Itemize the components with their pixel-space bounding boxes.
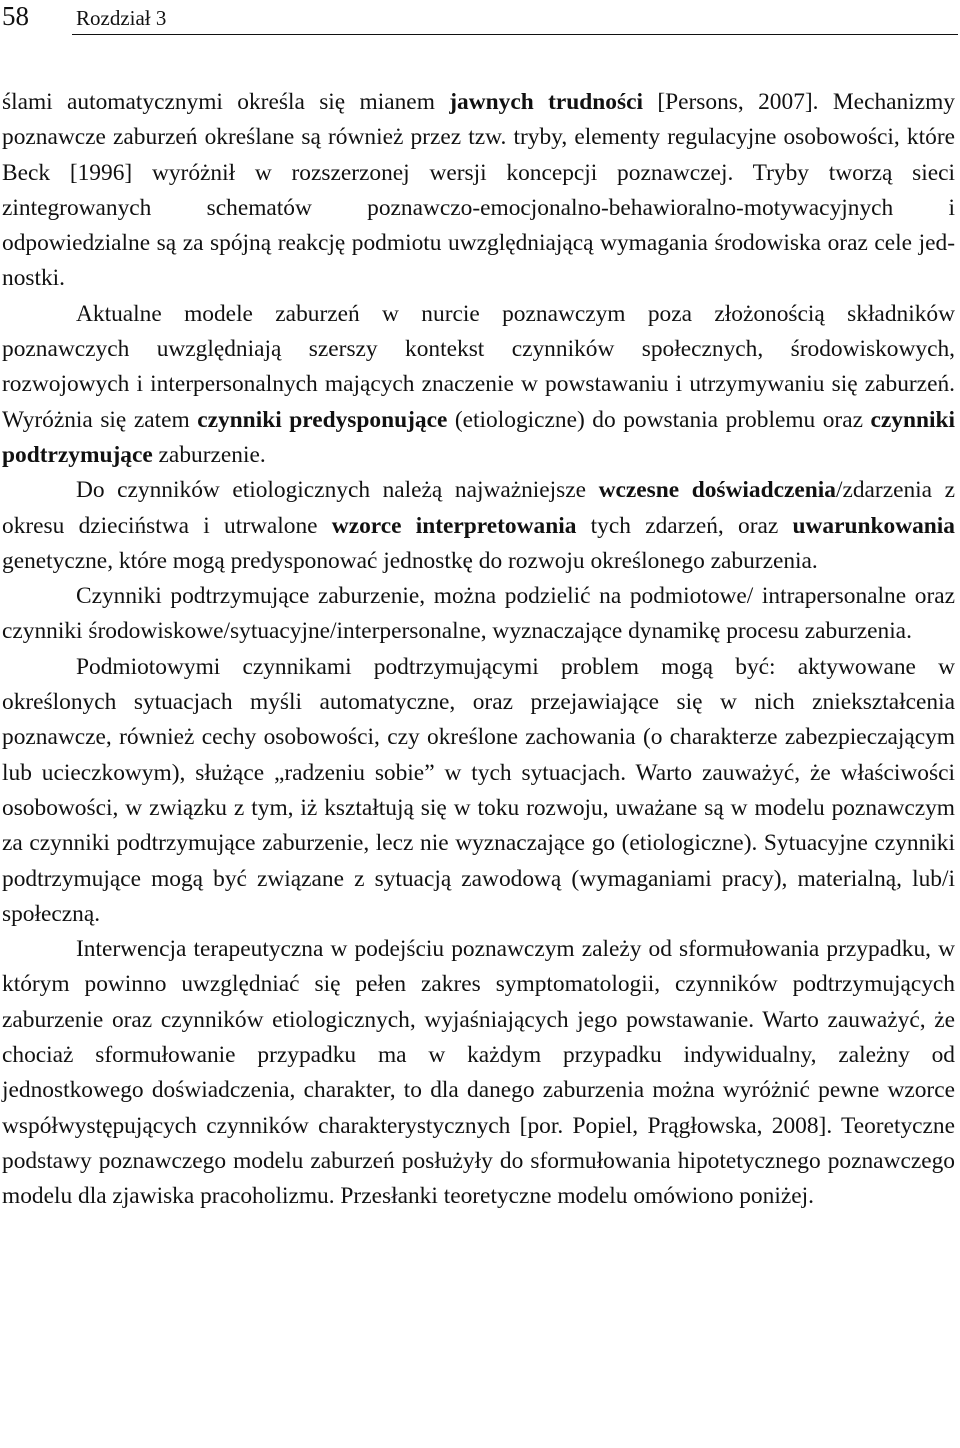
bold-term: czynniki podtrzymujące <box>2 406 955 468</box>
paragraph <box>2 932 955 1214</box>
header-rule <box>72 34 958 35</box>
page-number: 58 <box>2 1 29 31</box>
bold-term: wczesne doświadczenia <box>598 477 836 504</box>
text-run: /zdarzenia z okresu dzieciństwa i utrwalone <box>2 477 955 539</box>
text-run: Do czynników etiologicznych należą najważniejsze <box>76 477 599 504</box>
bold-term: uwarunkowania <box>792 512 956 539</box>
text-run: (etiologiczne) do powstania problemu oraz <box>447 406 871 433</box>
text-run: Czynniki podtrzymujące zaburzenie, można podzielić na podmiotowe/ intrapersonalne oraz czynniki środowiskowe/sytuacyjne/interpersonalne, wyznaczające dynamikę procesu zaburzenia. <box>2 583 955 645</box>
text-run: Aktualne modele zaburzeń w nurcie poznawczym poza złożonością składników poznawczych uwzględniają szerszy kontekst czynników społecznych, środowiskowych, rozwojowych i interpersonalnych mających znaczenie w powstawaniu i utrzymywaniu się zaburzeń. Wyróżnia się zatem <box>2 300 955 433</box>
bold-term: wzorce interpretowania <box>331 512 577 539</box>
text-run: genetyczne, które mogą predysponować jednostkę do rozwoju określonego zaburzenia. <box>2 547 818 574</box>
bold-term: czynniki predysponujące <box>197 406 448 433</box>
running-header <box>0 0 960 40</box>
paragraph <box>2 473 955 579</box>
paragraph <box>2 650 955 932</box>
text-run: Podmiotowymi czynnikami podtrzymującymi problem mogą być: aktywowane w określonych sytuacjach myśli automatyczne, oraz przejawiające się w nich zniekształcenia poznawcze, również cechy osobowości, czy określone zachowania (o charakterze zabezpieczającym lub ucieczkowym), służące „radzeniu sobie” w tych sytuacjach. Warto zauważyć, że właściwości osobowości, w związku z tym, iż kształtują się w toku rozwoju, uważane są w modelu poznawczym za czynniki podtrzymujące zaburzenie, lecz nie wyznaczające go (etiologiczne). Sytuacyjne czynniki podtrzymujące mogą być związane z sytuacją zawodową (wymaganiami pracy), materialną, lub/i społeczną. <box>2 653 955 927</box>
chapter-title: Rozdział 3 <box>76 6 167 30</box>
paragraph <box>2 85 955 297</box>
text-run: Interwencja terapeutyczna w podejściu poznawczym zależy od sformułowania przypadku, w którym powinno uwzględniać się pełen zakres symptomatologii, czynników podtrzymujących zaburzenie oraz czynników etiologicznych, wyjaśniających jego powstawanie. Warto zauważyć, że chociaż sformułowanie przypadku ma w każdym przypadku indywidualny, zależny od jednostkowego doświadczenia, charakter, to dla danego zaburzenia można wyróżnić pewne wzorce współwystępujących czynników charakterystycznych [por. Popiel, Prągłowska, 2008]. Teoretyczne podstawy poznawczego modelu zaburzeń posłużyły do sformułowania hipotetycznego poznawczego modelu dla zjawiska pracoholizmu. Przesłanki teoretyczne modelu omówiono poniżej. <box>2 936 955 1210</box>
body-text <box>2 85 955 1215</box>
bold-term: jawnych trudności <box>449 89 643 115</box>
paragraph <box>2 297 955 473</box>
text-run: ślami automatycznymi określa się mianem <box>2 89 450 115</box>
text-run: [Persons, 2007]. Mechanizmy poznawcze zaburzeń określane są również przez tzw. tryby, elementy regulacyjne osobowości, które Beck [1996] wyróżnił w rozszerzonej wersji koncepcji poznawczej. Tryby tworzą sieci zintegrowanych schematów poznawczo-emocjonalno-behawioralno-motywacyjnych i odpowiedzialne są za spójną reakcję podmiotu uwzględniającą wymagania środowiska oraz cele jednostki. <box>2 89 955 292</box>
paragraph <box>2 579 955 650</box>
text-run: tych zdarzeń, oraz <box>576 512 793 539</box>
text-run: zaburzenie. <box>152 441 266 468</box>
